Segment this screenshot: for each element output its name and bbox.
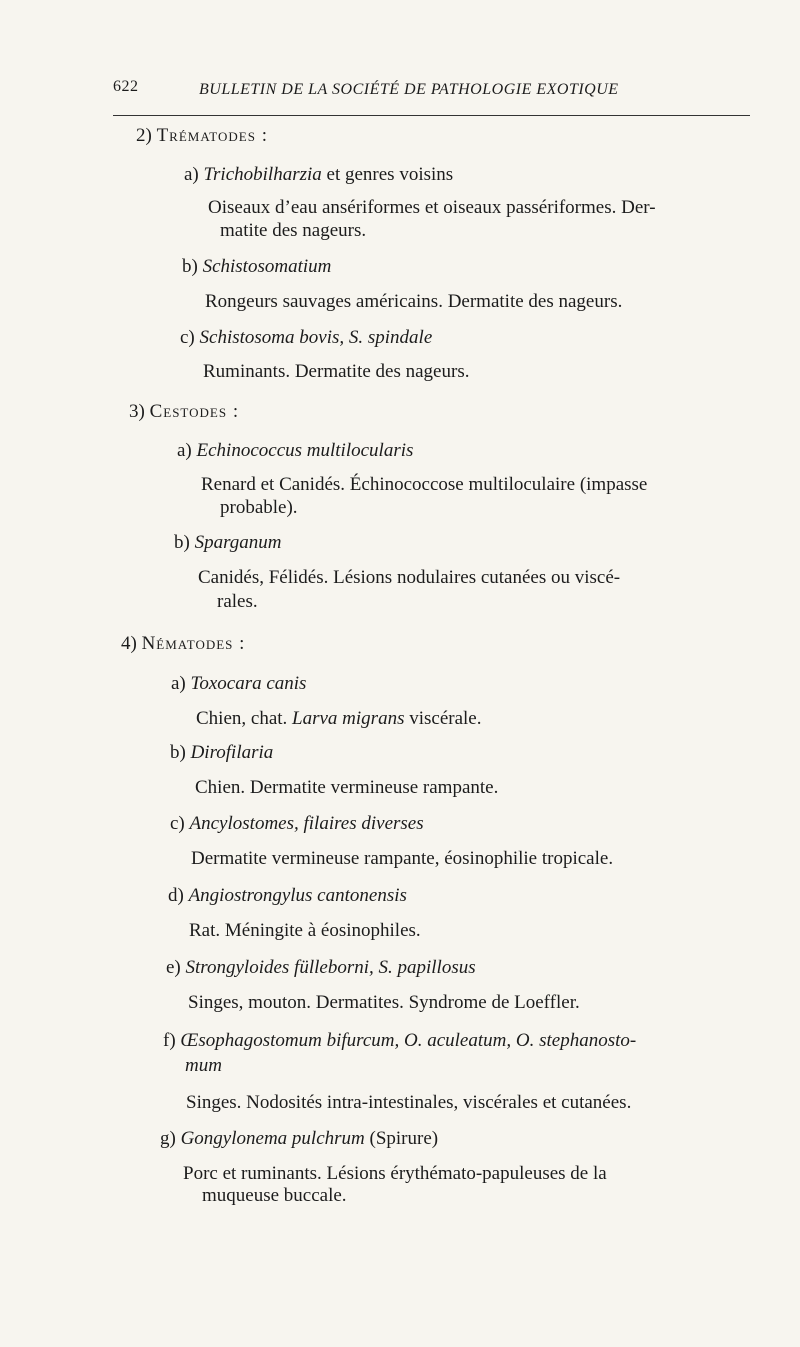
item-text: Dermatite vermineuse rampante, éosinophilie tropicale. <box>191 848 614 869</box>
item-heading-continuation: mum <box>185 1055 222 1076</box>
item-heading: b) Dirofilaria <box>170 742 274 763</box>
item-heading: c) Schistosoma bovis, S. spindale <box>180 327 433 348</box>
item-text: Rat. Méningite à éosinophiles. <box>189 920 421 941</box>
item-text: Porc et ruminants. Lésions érythémato-papuleuses de la <box>183 1163 607 1184</box>
item-text: Singes. Nodosités intra-intestinales, viscérales et cutanées. <box>186 1092 632 1113</box>
item-text: Oiseaux d’eau ansériformes et oiseaux passériformes. Der- <box>208 197 656 218</box>
item-text: probable). <box>220 497 298 518</box>
item-text: matite des nageurs. <box>220 220 367 241</box>
item-heading: a) Toxocara canis <box>171 673 307 694</box>
item-text: rales. <box>217 591 258 612</box>
item-heading: g) Gongylonema pulchrum (Spirure) <box>160 1128 439 1149</box>
item-heading: c) Ancylostomes, filaires diverses <box>170 813 424 834</box>
item-text: muqueuse buccale. <box>202 1185 347 1206</box>
item-text: Rongeurs sauvages américains. Dermatite des nageurs. <box>205 291 623 312</box>
item-text: Chien. Dermatite vermineuse rampante. <box>195 777 499 798</box>
item-heading: d) Angiostrongylus cantonensis <box>168 885 407 906</box>
section-heading-nematodes: 4) Nématodes : <box>121 633 246 654</box>
item-heading: b) Sparganum <box>174 532 282 553</box>
item-text: Singes, mouton. Dermatites. Syndrome de Loeffler. <box>188 992 580 1013</box>
item-text: Chien, chat. Larva migrans viscérale. <box>196 708 482 729</box>
item-heading: e) Strongyloides fülleborni, S. papillosus <box>166 957 476 978</box>
header-rule <box>113 115 750 116</box>
section-heading-cestodes: 3) Cestodes : <box>129 401 240 422</box>
item-text: Canidés, Félidés. Lésions nodulaires cutanées ou viscé- <box>198 567 621 588</box>
journal-title: BULLETIN DE LA SOCIÉTÉ DE PATHOLOGIE EXOTIQUE <box>199 81 619 98</box>
item-heading: f) Œsophagostomum bifurcum, O. aculeatum, O. stephanosto- <box>163 1030 637 1051</box>
section-heading-trematodes: 2) Trématodes : <box>136 125 268 146</box>
item-text: Renard et Canidés. Échinococcose multiloculaire (impasse <box>201 474 648 495</box>
item-heading: a) Echinococcus multilocularis <box>177 440 414 461</box>
item-text: Ruminants. Dermatite des nageurs. <box>203 361 470 382</box>
item-heading: a) Trichobilharzia et genres voisins <box>184 164 454 185</box>
page-number: 622 <box>113 78 139 95</box>
item-heading: b) Schistosomatium <box>182 256 332 277</box>
